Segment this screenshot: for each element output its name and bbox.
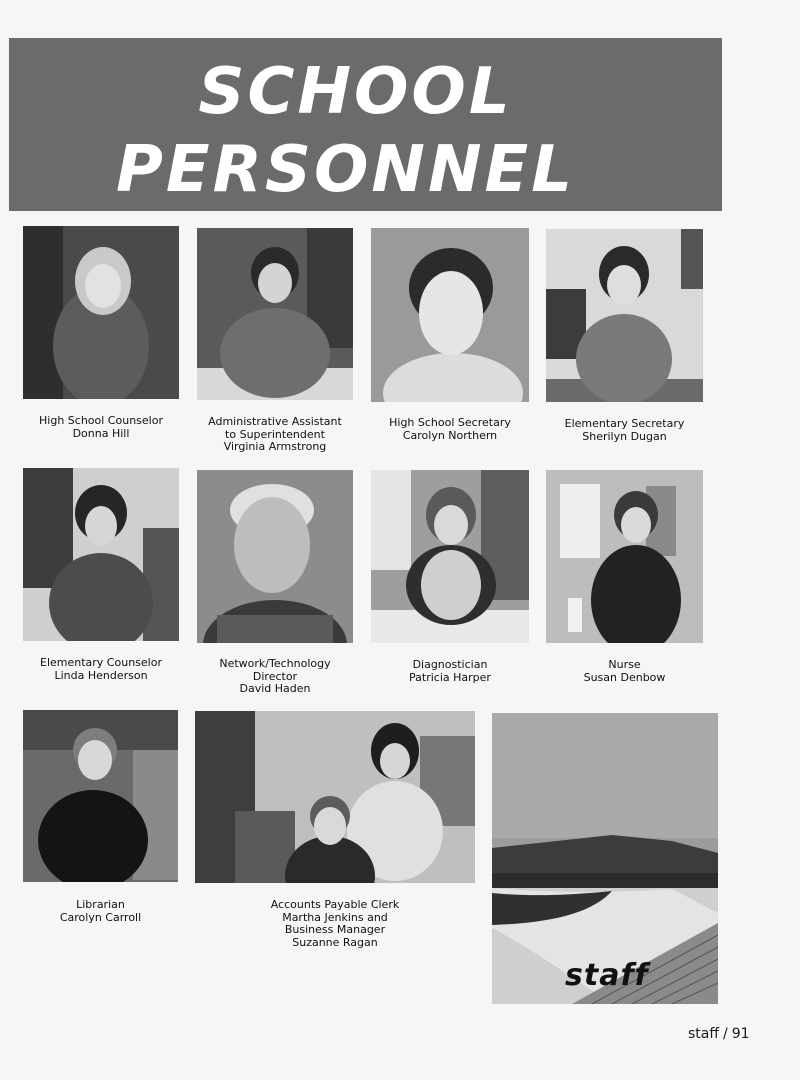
page-title-line1: SCHOOL	[198, 55, 513, 129]
portrait-photo-nurse	[546, 470, 703, 643]
caption-staff-2: Administrative Assistant to Superintendent Virginia Armstrong	[208, 415, 342, 453]
portrait-photo-secretary-elem	[546, 229, 703, 402]
portrait-photo-admin-assistant	[197, 228, 353, 400]
portrait-photo-counselor-elem	[23, 468, 179, 641]
caption-staff-5: Elementary Counselor Linda Henderson	[40, 656, 162, 682]
caption-staff-1: High School Counselor Donna Hill	[39, 414, 163, 440]
portrait-photo-secretary-hs	[371, 228, 529, 402]
folio-section: staff	[688, 1026, 720, 1042]
folio-separator: /	[723, 1026, 728, 1042]
caption-staff-4: Elementary Secretary Sherilyn Dugan	[564, 417, 685, 443]
caption-staff-6: Network/Technology Director David Haden	[219, 657, 331, 695]
portrait-photo-librarian	[23, 710, 178, 882]
portrait-photo-counselor-hs	[23, 226, 179, 399]
caption-staff-3: High School Secretary Carolyn Northern	[389, 416, 511, 442]
page-folio	[688, 1026, 750, 1042]
caption-staff-10: Accounts Payable Clerk Martha Jenkins and Business Manager Suzanne Ragan	[270, 898, 400, 949]
caption-staff-7: Diagnostician Patricia Harper	[409, 658, 491, 684]
page-title-line2: PERSONNEL	[115, 133, 576, 207]
portrait-photo-diagnostician	[371, 470, 529, 643]
caption-staff-8: Nurse Susan Denbow	[583, 658, 666, 684]
portrait-photo-business-office	[195, 711, 475, 883]
page-number: 91	[731, 1026, 750, 1042]
portrait-photo-tech-director	[197, 470, 353, 643]
section-label: staff	[565, 958, 649, 993]
caption-staff-9: Librarian Carolyn Carroll	[59, 898, 142, 924]
title-banner	[9, 38, 722, 211]
